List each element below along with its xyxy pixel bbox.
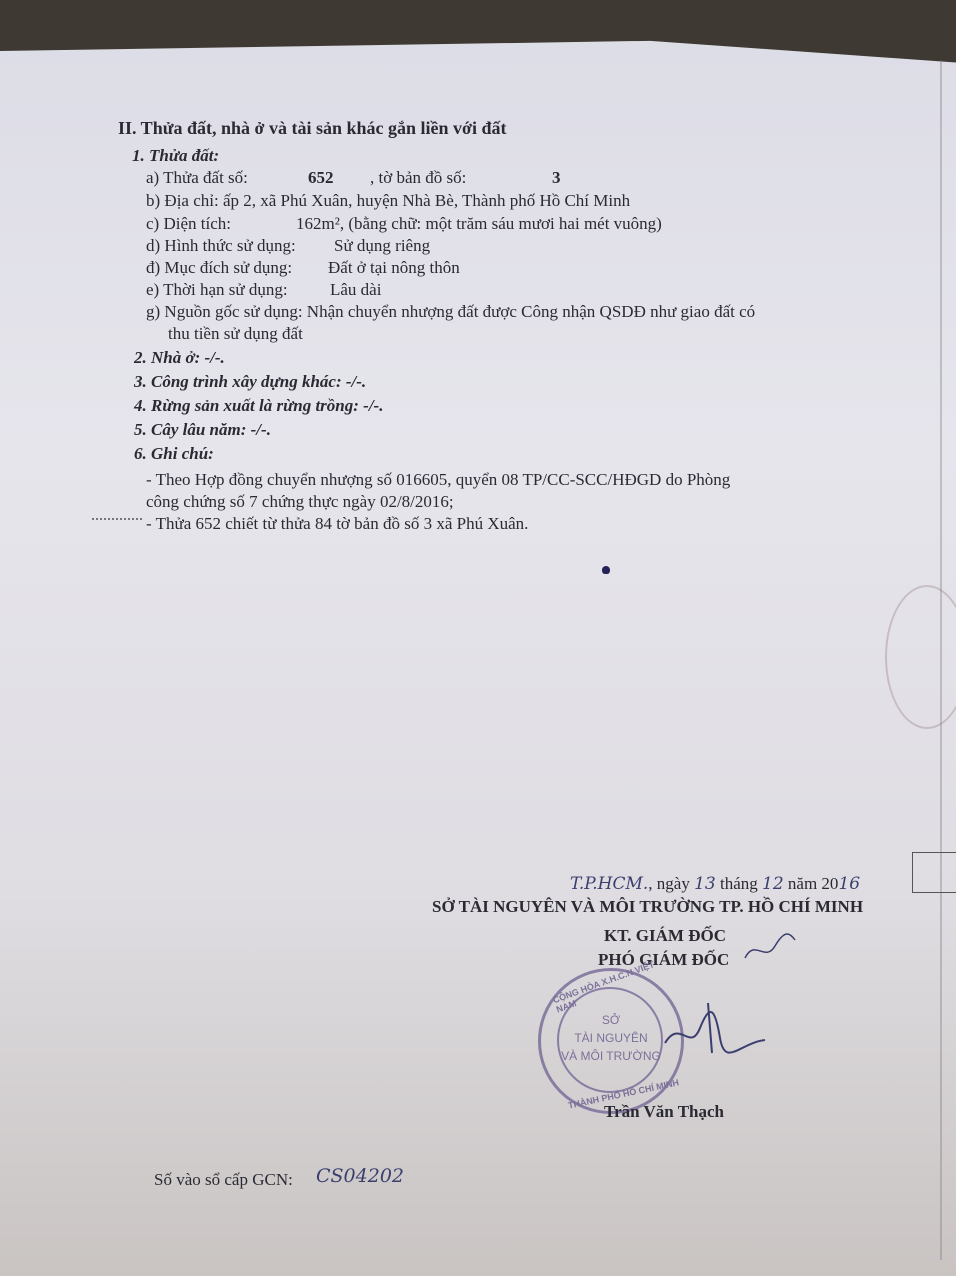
parcel-number-value: 652 (308, 168, 334, 187)
house-item: 2. Nhà ở: -/-. (134, 348, 225, 367)
note-line-2: công chứng số 7 chứng thực ngày 02/8/2016; (146, 492, 454, 511)
construction-item: 3. Công trình xây dựng khác: -/-. (134, 372, 367, 391)
notes-title: 6. Ghi chú: (134, 444, 214, 463)
parcel-address: b) Địa chỉ: ấp 2, xã Phú Xuân, huyện Nhà Bè, Thành phố Hồ Chí Minh (146, 191, 631, 210)
term-value: Lâu dài (330, 280, 382, 299)
usage-form-value: Sử dụng riêng (334, 236, 431, 255)
dotted-margin (92, 518, 142, 520)
registry-label: Số vào sổ cấp GCN: (154, 1170, 293, 1189)
note-line-1: - Theo Hợp đồng chuyển nhượng số 016605, quyển 08 TP/CC-SCC/HĐGD do Phòng (146, 470, 731, 489)
signing-place: T.P.HCM. (570, 874, 649, 894)
note-line-3: - Thửa 652 chiết từ thửa 84 tờ bản đồ số 3 xã Phú Xuân. (146, 514, 529, 533)
perennial-item: 5. Cây lâu năm: -/-. (134, 420, 271, 439)
initials-icon (740, 928, 800, 968)
date-sep-day: , ngày (648, 874, 690, 893)
parcel-title: 1. Thửa đất: (132, 146, 220, 165)
date-sep-year: năm 20 (787, 874, 839, 893)
role-deputy-director: PHÓ GIÁM ĐỐC (598, 950, 730, 969)
term-label: e) Thời hạn sử dụng: (146, 280, 288, 299)
signer-name: Trần Văn Thạch (604, 1102, 724, 1121)
map-sheet-label: , tờ bản đồ số: (370, 168, 467, 187)
origin-line-1: g) Nguồn gốc sử dụng: Nhận chuyển nhượng đất được Công nhận QSDĐ như giao đất có (146, 302, 756, 321)
issuing-org: SỞ TÀI NGUYÊN VÀ MÔI TRƯỜNG TP. HỒ CHÍ MINH (432, 897, 864, 916)
purpose-label: đ) Mục đích sử dụng: (146, 258, 293, 277)
signing-year-suffix: 16 (838, 874, 861, 894)
signature-icon (660, 998, 770, 1058)
ink-mark (602, 566, 610, 574)
margin-box (912, 852, 956, 893)
origin-line-2: thu tiền sử dụng đất (168, 324, 303, 343)
stamp-ring-bottom: THÀNH PHỐ HỒ CHÍ MINH (567, 1077, 680, 1111)
purpose-value: Đất ở tại nông thôn (328, 258, 460, 277)
signing-date (570, 874, 860, 894)
section-heading: II. Thửa đất, nhà ở và tài sản khác gắn liền với đất (118, 118, 507, 138)
signing-day: 13 (694, 874, 716, 894)
stamp-line-3: VÀ MÔI TRƯỜNG (561, 1049, 661, 1063)
date-sep-month: tháng (719, 874, 758, 893)
margin-box-line (912, 892, 956, 893)
stamp-ring-top: CỘNG HÒA X.H.C.N VIỆT NAM (551, 959, 656, 1015)
role-director: KT. GIÁM ĐỐC (604, 926, 726, 945)
registry-number: CS04202 (316, 1165, 404, 1187)
stamp-line-2: TÀI NGUYÊN (574, 1031, 648, 1045)
parcel-number-label: a) Thửa đất số: (146, 168, 248, 187)
area-label: c) Diện tích: (146, 214, 231, 233)
forest-item: 4. Rừng sản xuất là rừng trồng: -/-. (134, 396, 384, 415)
signing-month: 12 (762, 874, 784, 894)
stamp-line-1: SỞ (601, 1013, 621, 1027)
usage-form-label: d) Hình thức sử dụng: (146, 236, 296, 255)
map-sheet-value: 3 (552, 168, 561, 187)
area-value: 162m², (bằng chữ: một trăm sáu mươi hai mét vuông) (296, 214, 662, 233)
